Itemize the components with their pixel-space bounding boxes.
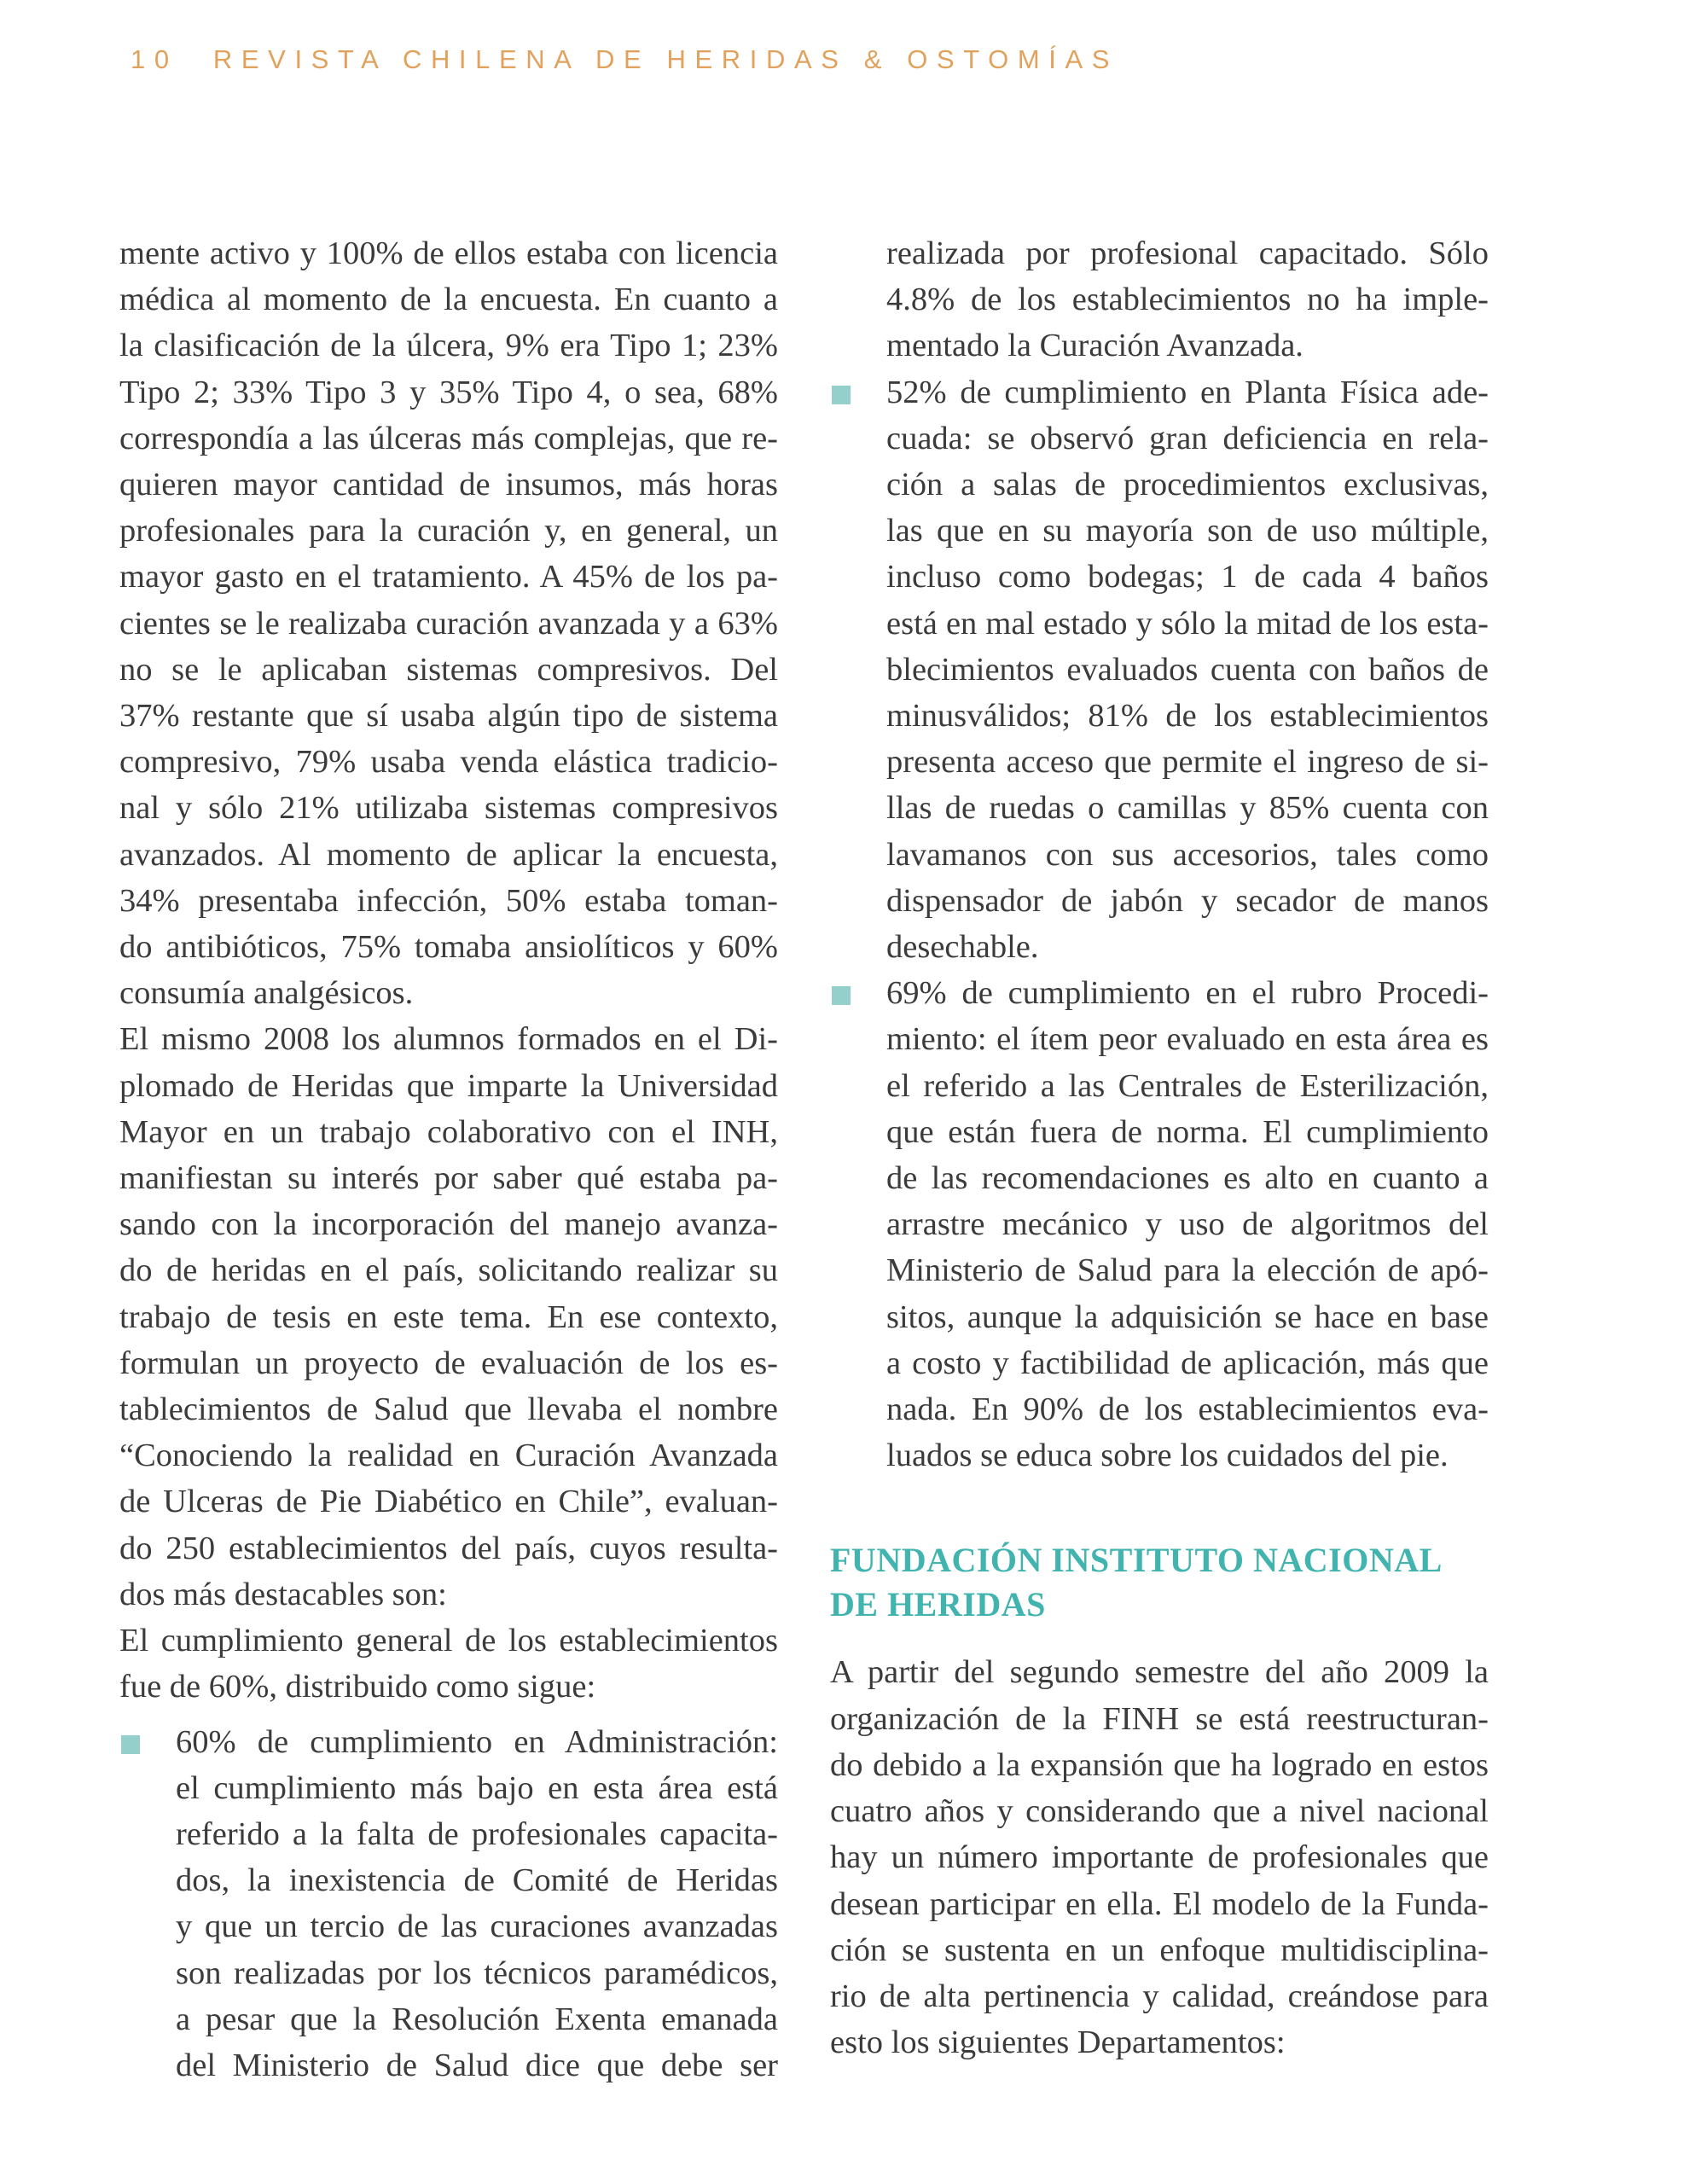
text-line: arrastre mecánico y uso de algoritmos del xyxy=(886,1206,1489,1243)
text-line: do antibióticos, 75% tomaba ansiolíticos y 60% xyxy=(119,929,778,966)
text-line: el cumplimiento más bajo en esta área está xyxy=(176,1769,778,1806)
text-line: lavamanos con sus accesorios, tales como xyxy=(886,836,1489,873)
text-line: compresivo, 79% usaba venda elástica tradicio- xyxy=(119,744,778,781)
text-line: hay un número importante de profesionales que xyxy=(830,1839,1489,1876)
text-line: mentado la Curación Avanzada. xyxy=(886,328,1303,364)
text-line: desechable. xyxy=(886,929,1039,966)
text-line: 60% de cumplimiento en Administración: xyxy=(176,1723,778,1760)
text-line: Ministerio de Salud para la elección de apó- xyxy=(886,1252,1489,1289)
text-line: son realizadas por los técnicos paramédicos, xyxy=(176,1955,778,1991)
text-line: do debido a la expansión que ha logrado en estos xyxy=(830,1746,1489,1783)
text-line: tablecimientos de Salud que llevaba el nombre xyxy=(119,1391,778,1428)
text-line: llas de ruedas o camillas y 85% cuenta con xyxy=(886,790,1489,827)
text-line: profesionales para la curación y, en general, un xyxy=(119,513,778,549)
text-line: trabajo de tesis en este tema. En ese contexto, xyxy=(119,1298,778,1335)
bullet-item-administration xyxy=(119,1719,778,2089)
running-header xyxy=(131,44,1118,75)
text-line: cientes se le realizaba curación avanzada y a 63% xyxy=(119,605,778,642)
text-line: organización de la FINH se está reestructuran- xyxy=(830,1700,1489,1737)
text-line: 4.8% de los establecimientos no ha imple- xyxy=(886,282,1489,318)
text-line: cuatro años y considerando que a nivel nacional xyxy=(830,1793,1489,1830)
bullet-item-physical-plant xyxy=(830,369,1489,971)
text-line: quieren mayor cantidad de insumos, más horas xyxy=(119,467,778,503)
text-line: blecimientos evaluados cuenta con baños de xyxy=(886,651,1489,688)
paragraph-patient-results xyxy=(119,230,778,1016)
text-line: desean participar en ella. El modelo de la Funda- xyxy=(830,1885,1489,1922)
text-line: 37% restante que sí usaba algún tipo de sistema xyxy=(119,698,778,735)
bullet-item-procedure xyxy=(830,970,1489,1478)
text-line: realizada por profesional capacitado. Sólo xyxy=(886,235,1489,271)
text-line: Mayor en un trabajo colaborativo con el INH, xyxy=(119,1113,778,1150)
paragraph-study-intro xyxy=(119,1016,778,1618)
square-bullet-icon xyxy=(832,386,851,404)
text-line: manifiestan su interés por saber qué estaba pa- xyxy=(119,1160,778,1197)
text-line: a pesar que la Resolución Exenta emanada xyxy=(176,2001,778,2037)
text-line: médica al momento de la encuesta. En cuanto a xyxy=(119,282,778,318)
paragraph-foundation xyxy=(830,1649,1489,2065)
text-line: luados se educa sobre los cuidados del pie. xyxy=(886,1438,1449,1474)
text-line: dispensador de jabón y secador de manos xyxy=(886,882,1489,919)
text-line: que están fuera de norma. El cumplimiento xyxy=(886,1113,1489,1150)
text-line: está en mal estado y sólo la mitad de los esta- xyxy=(886,605,1489,642)
text-line: mente activo y 100% de ellos estaba con licencia xyxy=(119,235,778,271)
page-number: 10 xyxy=(131,44,178,74)
section-heading-line: DE HERIDAS xyxy=(830,1585,1046,1624)
section-heading-line: FUNDACIÓN INSTITUTO NACIONAL xyxy=(830,1541,1443,1580)
text-line: rio de alta pertinencia y calidad, creándose para xyxy=(830,1978,1489,2014)
text-line: miento: el ítem peor evaluado en esta área es xyxy=(886,1021,1489,1058)
text-line: “Conociendo la realidad en Curación Avanzada xyxy=(119,1438,778,1474)
text-line: avanzados. Al momento de aplicar la encuesta, xyxy=(119,836,778,873)
text-line: presenta acceso que permite el ingreso de si- xyxy=(886,744,1489,781)
text-line: formulan un proyecto de evaluación de los es- xyxy=(119,1345,778,1381)
text-line: sando con la incorporación del manejo avanza- xyxy=(119,1206,778,1243)
text-line: nal y sólo 21% utilizaba sistemas compresivos xyxy=(119,790,778,827)
text-line: A partir del segundo semestre del año 2009 la xyxy=(830,1654,1489,1691)
text-line: 69% de cumplimiento en el rubro Procedi- xyxy=(886,975,1489,1012)
text-line: Tipo 2; 33% Tipo 3 y 35% Tipo 4, o sea, 68% xyxy=(119,374,778,410)
text-line: a costo y factibilidad de aplicación, más que xyxy=(886,1345,1489,1381)
text-line: 34% presentaba infección, 50% estaba toman- xyxy=(119,882,778,919)
left-column xyxy=(119,230,778,2088)
text-line: ción a salas de procedimientos exclusivas, xyxy=(886,467,1489,503)
square-bullet-icon xyxy=(832,986,851,1005)
text-line: fue de 60%, distribuido como sigue: xyxy=(119,1669,596,1705)
text-line: 52% de cumplimiento en Planta Física ade- xyxy=(886,374,1489,410)
text-line: de las recomendaciones es alto en cuanto a xyxy=(886,1160,1489,1197)
text-line: la clasificación de la úlcera, 9% era Tipo 1; 23% xyxy=(119,328,778,364)
text-line: las que en su mayoría son de uso múltiple, xyxy=(886,513,1489,549)
text-line: minusválidos; 81% de los establecimientos xyxy=(886,698,1489,735)
journal-title: REVISTA CHILENA DE HERIDAS & OSTOMÍAS xyxy=(212,44,1119,74)
text-line: do de heridas en el país, solicitando realizar su xyxy=(119,1252,778,1289)
paragraph-general-compliance xyxy=(119,1618,778,1710)
text-line: cuada: se observó gran deficiencia en rela- xyxy=(886,420,1489,456)
text-line: mayor gasto en el tratamiento. A 45% de los pa- xyxy=(119,559,778,595)
text-line: ción se sustenta en un enfoque multidisciplina- xyxy=(830,1931,1489,1968)
text-line: referido a la falta de profesionales capacita- xyxy=(176,1815,778,1852)
text-line: do 250 establecimientos del país, cuyos resulta- xyxy=(119,1530,778,1566)
text-line: y que un tercio de las curaciones avanzadas xyxy=(176,1908,778,1945)
bullet-item-administration-continued xyxy=(830,230,1489,369)
text-line: correspondía a las úlceras más complejas, que re- xyxy=(119,420,778,456)
text-line: del Ministerio de Salud dice que debe ser xyxy=(176,2047,778,2083)
text-line: El mismo 2008 los alumnos formados en el Di- xyxy=(119,1021,778,1058)
text-line: no se le aplicaban sistemas compresivos. Del xyxy=(119,651,778,688)
text-line: consumía analgésicos. xyxy=(119,975,414,1012)
text-line: El cumplimiento general de los establecimientos xyxy=(119,1623,778,1659)
square-bullet-icon xyxy=(121,1735,140,1754)
text-line: incluso como bodegas; 1 de cada 4 baños xyxy=(886,559,1489,595)
text-line: dos más destacables son: xyxy=(119,1576,447,1612)
text-line: de Ulceras de Pie Diabético en Chile”, evaluan- xyxy=(119,1484,778,1520)
right-column xyxy=(830,230,1489,2065)
text-line: el referido a las Centrales de Esterilización, xyxy=(886,1067,1489,1104)
text-line: plomado de Heridas que imparte la Universidad xyxy=(119,1067,778,1104)
text-line: sitos, aunque la adquisición se hace en base xyxy=(886,1298,1489,1335)
text-line: nada. En 90% de los establecimientos eva- xyxy=(886,1391,1489,1428)
text-line: esto los siguientes Departamentos: xyxy=(830,2024,1286,2061)
text-line: dos, la inexistencia de Comité de Heridas xyxy=(176,1862,778,1899)
section-heading xyxy=(830,1538,1489,1627)
